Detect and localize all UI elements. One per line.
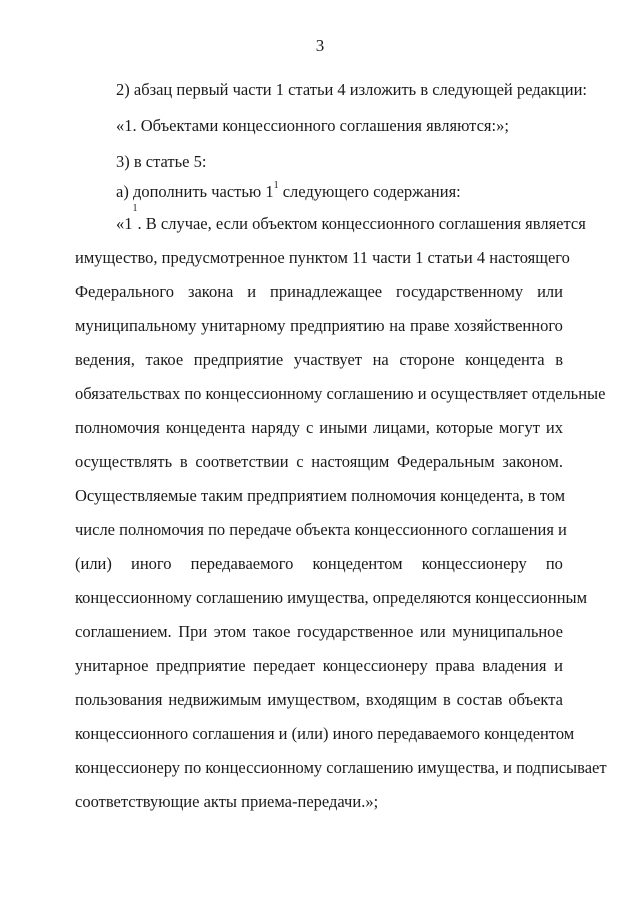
word: Федерального [75,282,175,301]
word: муниципальное [452,622,563,641]
word: предприятие [193,350,284,369]
word: могут [498,418,540,437]
word: принадлежащее [270,282,383,301]
text-line [75,246,570,270]
word: концедентом [312,554,403,573]
word: осуществлять [75,452,173,471]
text-line [0,180,640,204]
word: которые [435,418,493,437]
word: законом. [502,452,563,471]
superscript: 1 [132,203,138,214]
word: унитарному [201,316,286,335]
word: права [435,656,475,675]
text-line-justified [75,314,563,338]
word: пользования [75,690,163,709]
text-line-justified [75,416,563,440]
text-line-justified [75,450,563,474]
word: концедента [465,350,545,369]
word: государственное [296,622,414,641]
word: объекта [508,690,563,709]
word: концессионеру [322,656,428,675]
text-line [75,203,586,236]
word: и [554,656,563,675]
word: имуществом, [267,690,361,709]
page-number: 3 [315,36,325,55]
text-line-justified [75,688,563,712]
text-line [75,586,588,610]
text-line-justified [75,654,563,678]
word: концедента [165,418,246,437]
line-text: а) дополнить частью $1^1$ следующего содержания: [116,179,461,201]
word: этом [213,622,247,641]
line-text: 2) абзац первый части 1 статьи 4 изложить в следующей редакции: [116,80,588,99]
line-text: «1. Объектами концессионного соглашения являются:»; [116,116,509,135]
word: в [555,350,563,369]
text-line [0,78,640,102]
word: и [247,282,257,301]
word: унитарное [75,656,149,675]
line-text: Осуществляемые таким предприятием полномочия концедента, в том [75,486,566,505]
line-text: соответствующие акты приема-передачи.»; [75,792,379,811]
word: предприятие [156,656,246,675]
superscript: 1 [273,179,279,191]
text-line [0,150,640,174]
word: лицами, [373,418,430,437]
word: передает [253,656,316,675]
word: на [389,316,406,335]
line-text: концессионеру по концессионному соглашению имущества, и подписывает [75,758,607,777]
word: настоящим [311,452,390,471]
text-line [75,756,607,780]
word: При [178,622,208,641]
word: Федеральным [396,452,495,471]
line-text: имущество, предусмотренное пунктом 11 части 1 статьи 4 настоящего [75,248,570,267]
word: полномочия [75,418,160,437]
line-text: обязательствах по концессионному соглашению и осуществляет отдельные [75,384,606,403]
word: (или) [75,554,112,573]
word: хозяйственного [454,316,563,335]
word: с [305,418,314,437]
text-line [75,722,575,746]
word: с [296,452,304,471]
word: иного [131,554,172,573]
line-text: «1 $^1$ . В случае, если объектом концессионного соглашения является [116,203,586,233]
word: соглашением. [75,622,172,641]
line-text: концессионному соглашению имущества, определяются концессионным [75,588,588,607]
text-line [0,114,640,138]
line-text: числе полномочия по передаче объекта концессионного соглашения и [75,520,567,539]
text-line [75,790,563,814]
word: недвижимым [168,690,262,709]
word: участвует [293,350,362,369]
word: концессионеру [421,554,527,573]
word: наряду [251,418,300,437]
text-line-justified [75,552,563,576]
word: предприятию [290,316,385,335]
text-line [75,382,606,406]
line-text: 3) в статье 5: [116,152,207,171]
word: в [179,452,188,471]
word: по [545,554,563,573]
text-line [75,518,567,542]
word: закона [187,282,234,301]
text-line-justified [75,348,563,372]
word: их [545,418,563,437]
word: такое [252,622,291,641]
word: передаваемого [190,554,294,573]
word: в [442,690,451,709]
word: или [419,622,446,641]
line-text: концессионного соглашения и (или) иного передаваемого концедентом [75,724,575,743]
text-line [75,484,566,508]
word: на [372,350,389,369]
word: состав [456,690,503,709]
word: праве [410,316,450,335]
word: ведения, [75,350,135,369]
word: иными [319,418,368,437]
word: муниципальному [75,316,197,335]
word: государственному [396,282,524,301]
text-line-justified [75,280,563,304]
word: соответствии [195,452,289,471]
word: входящим [365,690,438,709]
word: или [537,282,563,301]
word: стороне [399,350,455,369]
text-line-justified [75,620,563,644]
word: такое [145,350,184,369]
word: владения [482,656,547,675]
